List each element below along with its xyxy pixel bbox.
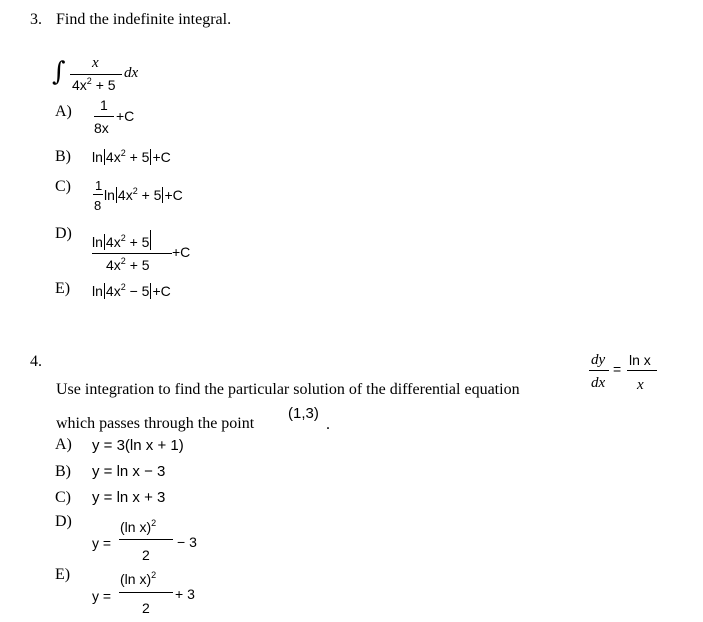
choice-numerator: 1 (100, 97, 108, 113)
fraction-bar (627, 370, 657, 371)
question-prompt: Use integration to find the particular solution of the differential equation (56, 381, 520, 398)
ln-x-numerator: ln x (629, 352, 651, 368)
period: . (326, 416, 330, 433)
choice-label: A) (55, 103, 72, 120)
coefficient-numerator: 1 (95, 178, 103, 193)
integrand-denominator: $4x^2 + 5$ (72, 76, 116, 93)
equals-sign: = (613, 361, 622, 377)
choice-expression: $\ln 4x^2 + 5 +C$ (104, 186, 183, 203)
choice-numerator: (ln x)$^2$ (120, 518, 157, 535)
fraction-bar (119, 539, 173, 540)
choice-expression: y = ln x + 3 (92, 489, 166, 506)
choice-label: A) (55, 436, 72, 453)
dx-denominator: dx (591, 375, 606, 391)
dy-numerator: dy (591, 352, 606, 368)
choice-denominator: 2 (142, 600, 150, 616)
integral-sign: ∫ (52, 57, 66, 87)
choice-denominator: 8x (94, 120, 109, 136)
given-point: (1,3) (288, 405, 319, 422)
choice-numerator: $\ln 4x^2 + 5$ (92, 230, 152, 252)
question-number: 3. (30, 11, 42, 28)
question-prompt: Find the indefinite integral. (56, 11, 232, 28)
choice-label: E) (55, 280, 71, 297)
choice-label: C) (55, 489, 71, 506)
choice-tail: +C (116, 108, 135, 124)
choice-label: D) (55, 225, 72, 242)
question-number: 4. (30, 353, 42, 370)
choice-lhs: y = (92, 588, 112, 604)
fraction-bar (92, 253, 172, 254)
integrand-numerator: x (92, 55, 99, 71)
fraction-bar (70, 74, 122, 75)
fraction-bar (589, 370, 609, 371)
choice-label: C) (55, 178, 71, 195)
fraction-bar (93, 194, 103, 195)
coefficient-denominator: 8 (94, 198, 102, 213)
choice-expression: y = 3(ln x + 1) (92, 437, 184, 454)
choice-expression: y = ln x − 3 (92, 463, 166, 480)
choice-label: E) (55, 566, 71, 583)
fraction-bar (94, 116, 114, 117)
choice-label: B) (55, 463, 71, 480)
choice-expression: $\ln 4x^2 - 5 +C$ (92, 282, 171, 299)
choice-denominator: $4x^2 + 5$ (106, 256, 150, 273)
choice-label: D) (55, 513, 72, 530)
choice-denominator: 2 (142, 547, 150, 563)
choice-tail: − 3 (177, 534, 197, 550)
choice-tail: + 3 (175, 586, 195, 602)
choice-lhs: y = (92, 535, 112, 551)
x-denominator: x (637, 377, 644, 393)
choice-label: B) (55, 148, 71, 165)
choice-expression: $\ln 4x^2 + 5 +C$ (92, 148, 171, 165)
differential: dx (124, 65, 139, 81)
choice-numerator: (ln x)$^2$ (120, 570, 157, 587)
question-prompt-continued: which passes through the point (56, 415, 255, 432)
choice-tail: +C (172, 244, 191, 260)
fraction-bar (119, 592, 173, 593)
